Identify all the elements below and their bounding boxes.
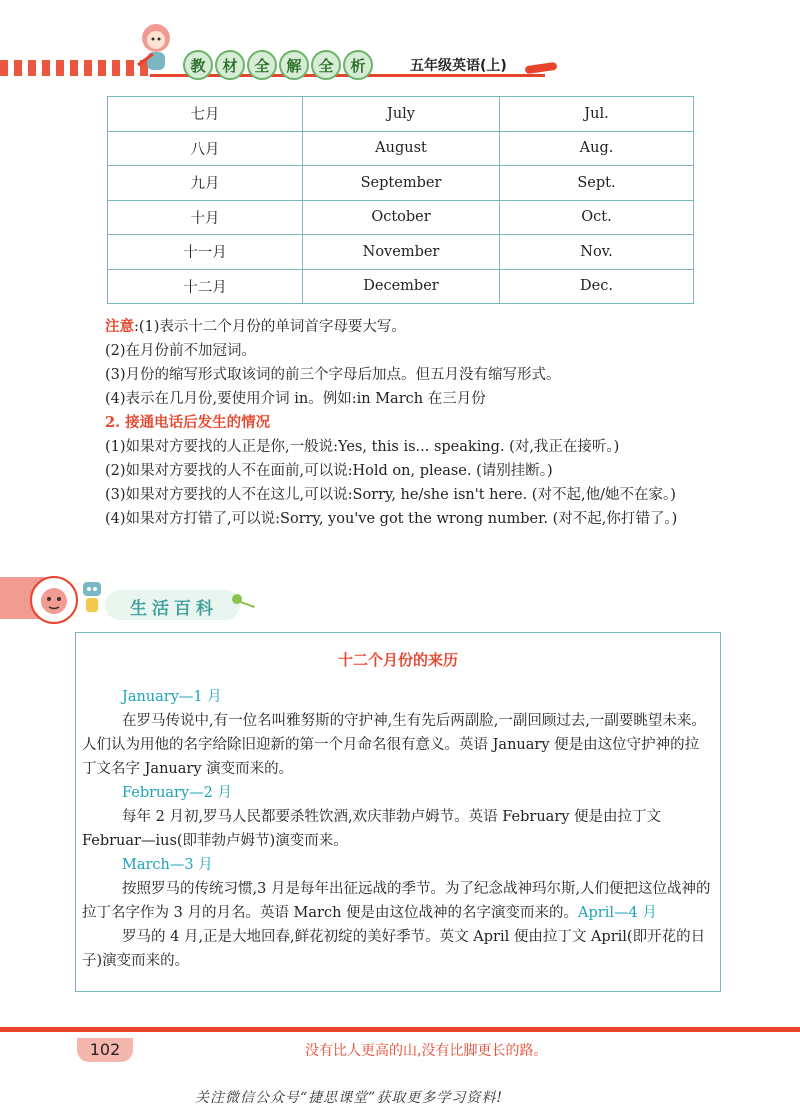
notes-section — [75, 315, 725, 531]
note-text: :(1)表示十二个月份的单词首字母要大写。 — [134, 319, 406, 335]
paragraph-text: 按照罗马的传统习惯,3 月是每年出征远战的季节。为了纪念战神玛尔斯,人们便把这位战神的拉丁名字作为 3 月的月名。英语 March 便是由这位战神的名字演变而来的。 — [82, 881, 711, 921]
month-chinese: 十月 — [108, 200, 303, 235]
month-english: October — [303, 200, 500, 235]
month-chinese: 十一月 — [108, 235, 303, 270]
page-number: 102 — [77, 1038, 133, 1062]
note-line: (3)月份的缩写形式取该词的前三个字母后加点。但五月没有缩写形式。 — [105, 367, 561, 383]
month-english: November — [303, 235, 500, 270]
note-label: 注意 — [105, 318, 134, 335]
title-char: 析 — [343, 50, 373, 80]
paragraph: 在罗马传说中,有一位名叫雅努斯的守护神,生有先后两副脸,一副回顾过去,一副要眺望未来。人们认为用他的名字给除旧迎新的第一个月命名很有意义。英语 January 便是由这位守护神的拉丁文名字 January 演变而来的。 — [82, 713, 706, 777]
robot-icon — [80, 580, 104, 616]
month-abbr: Aug. — [500, 131, 694, 166]
table-row — [108, 97, 694, 132]
table-row — [108, 235, 694, 270]
cat-mascot-icon — [30, 576, 78, 624]
paragraph: (3)如果对方要找的人不在这儿,可以说:Sorry, he/she isn't here. (对不起,他/她不在家。) — [105, 487, 676, 503]
month-english: July — [303, 97, 500, 132]
month-english: December — [303, 269, 500, 304]
title-char: 全 — [247, 50, 277, 80]
paragraph: (1)如果对方要找的人正是你,一般说:Yes, this is... speaking. (对,我正在接听。) — [105, 439, 620, 455]
month-heading: February—2 月 — [122, 785, 233, 801]
paragraph: 每年 2 月初,罗马人民都要杀牲饮酒,欢庆菲勃卢姆节。英语 February 便是由拉丁文 Februar—ius(即菲勃卢姆节)演变而来。 — [82, 809, 662, 849]
section-heading: 2. 接通电话后发生的情况 — [105, 414, 271, 431]
month-abbr: Jul. — [500, 97, 694, 132]
month-chinese: 十二月 — [108, 269, 303, 304]
paragraph: (2)如果对方要找的人不在面前,可以说:Hold on, please. (请别挂断。) — [105, 463, 553, 479]
note-line — [75, 315, 725, 339]
title-char: 全 — [311, 50, 341, 80]
paragraph — [82, 877, 712, 925]
note-line: (4)表示在几月份,要使用介词 in。例如:in March 在三月份 — [105, 391, 486, 407]
month-chinese: 八月 — [108, 131, 303, 166]
history-box — [75, 632, 721, 992]
month-heading: January—1 月 — [122, 689, 222, 705]
month-chinese: 七月 — [108, 97, 303, 132]
box-body — [82, 685, 712, 973]
month-english: August — [303, 131, 500, 166]
month-table — [107, 96, 694, 304]
table-row — [108, 269, 694, 304]
month-abbr: Nov. — [500, 235, 694, 270]
month-chinese: 九月 — [108, 166, 303, 201]
paragraph: 罗马的 4 月,正是大地回春,鲜花初绽的美好季节。英文 April 便由拉丁文 April(即开花的日子)演变而来的。 — [82, 929, 706, 969]
book-title — [183, 50, 373, 80]
grade-label: 五年级英语(上) — [410, 58, 507, 74]
life-banner-title: 生活百科 — [130, 599, 218, 619]
table-row — [108, 200, 694, 235]
pen-icon — [525, 62, 558, 74]
footer-line — [0, 1027, 800, 1032]
girl-mascot-icon — [133, 20, 179, 78]
checker-pattern — [0, 60, 150, 76]
paragraph: (4)如果对方打错了,可以说:Sorry, you've got the wrong number. (对不起,你打错了。) — [105, 511, 678, 527]
box-title: 十二个月份的来历 — [337, 651, 458, 669]
watermark-text: 关注微信公众号“捷思课堂”获取更多学习资料! — [195, 1090, 503, 1106]
footer-slogan: 没有比人更高的山,没有比脚更长的路。 — [305, 1043, 548, 1059]
month-abbr: Sept. — [500, 166, 694, 201]
table-row — [108, 131, 694, 166]
month-abbr: Oct. — [500, 200, 694, 235]
table-row — [108, 166, 694, 201]
note-line: (2)在月份前不加冠词。 — [105, 343, 257, 359]
month-abbr: Dec. — [500, 269, 694, 304]
month-english: September — [303, 166, 500, 201]
month-heading: March—3 月 — [122, 857, 213, 873]
page-header — [0, 0, 800, 95]
title-char: 教 — [183, 50, 213, 80]
title-char: 解 — [279, 50, 309, 80]
title-char: 材 — [215, 50, 245, 80]
month-heading: April—4 月 — [578, 905, 657, 921]
